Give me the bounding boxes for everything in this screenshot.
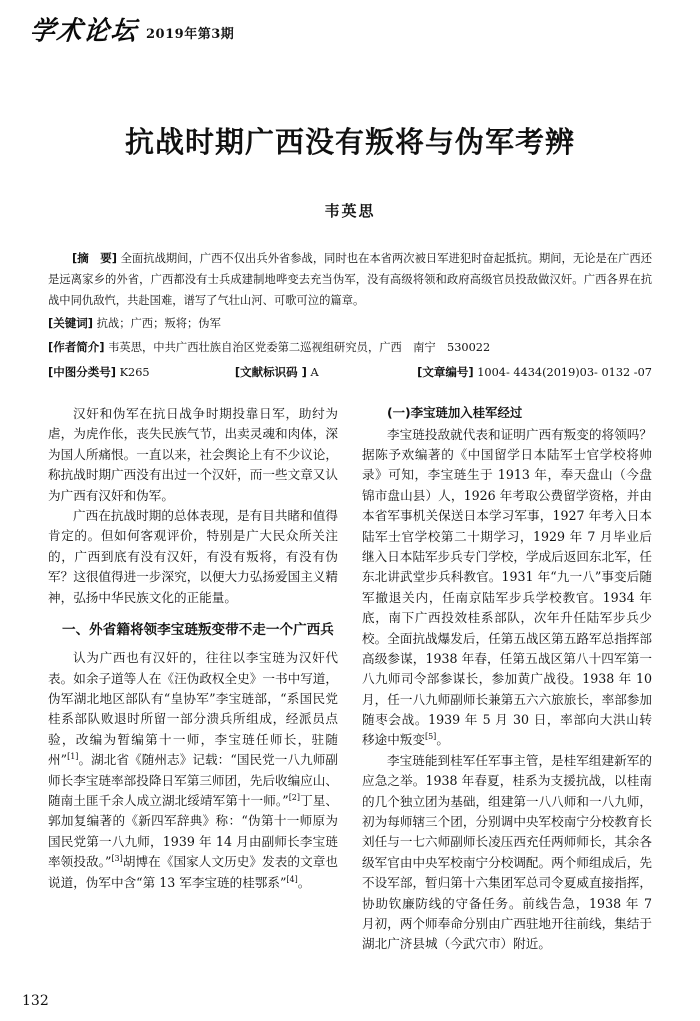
abstract-text: 全面抗战期间，广西不仅出兵外省参战，同时也在本省两次被日军进犯时奋起抵抗。期间，无论是在广西还是远离家乡的外省，广西都没有士兵成建制地哗变去充当伪军，没有高级将领和政府高级官员投敌做汉奸。广西各界在抗战中同仇敌忾，共赴国难，谱写了气壮山河、可歌可泣的篇章。 [48, 252, 652, 308]
author-bio-label: [作者简介] [48, 339, 105, 354]
paragraph: 汉奸和伪军在抗日战争时期投靠日军，助纣为虐，为虎作伥，丧失民族气节，出卖灵魂和肉体，深为国人所痛恨。一直以来，社会舆论上有不少议论，称抗战时期广西没有出过一个汉奸，而一些文章又认为广西有汉奸和伪军。 [48, 406, 338, 503]
classification-codes [48, 362, 652, 383]
doc-code-value: A [310, 366, 319, 380]
masthead [28, 15, 235, 46]
paragraph: 认为广西也有汉奸的，往往以李宝琏为汉奸代表。如余子道等人在《汪伪政权全史》一书中写道，伪军湖北地区部队有“皇协军”李宝琏部，“系国民党桂系部队败退时所留一部分溃兵所组成，经派员点验，改编为暂编第十一师，李宝琏任师长，驻随州”[1]。湖北省《随州志》记载：“国民党一八九师副师长李宝琏率部投降日军第三师团，先后收编应山、随南土匪千余人成立湖北绥靖军第十一师。”[2]丁星、郭加复编著的《新四军辞典》称：“伪第十一师原为国民党第一八九师，1939 年 14 月由副师长李宝琏率领投敌。”[3]胡博在《国家人文历史》发表的文章也说道，伪军中含“第 13 军李宝琏的桂鄂系”[4]。 [48, 650, 339, 890]
doc-code-label: [文献标识码 ] [234, 365, 307, 380]
subsection-heading: (一)李宝琏加入桂军经过 [387, 405, 523, 420]
journal-logo: 学术论坛 [28, 15, 140, 46]
author-bio-text: 韦英思，中共广西壮族自治区党委第二巡视组研究员，广西 南宁 530022 [108, 340, 491, 354]
abstract-label: [摘 要] [72, 251, 118, 265]
issue-label: 2019年第3期 [146, 27, 235, 42]
article-author: 韦英思 [324, 202, 376, 220]
doc-code-block [235, 362, 417, 383]
paragraph: 李宝琏能到桂军任军事主管，是桂军组建新军的应急之举。1938 年春夏，桂系为支援抗战，以桂南的几个独立团为基础，组建第一八八师和一八九师，初为每师辖三个团，分别调中央军校南宁分校教育长刘任与一七六师副师长凌压西充任两师师长，其余各级军官由中央军校南宁分校调配。两个师组成后，先不设军部，暂归第十六集团军总司令夏威直接指挥，协助钦廉防线的守备任务。前线告急，1938 年 7 月初，两个师奉命分别由广西驻地开往前线，集结于湖北广济县城（今武穴市）附近。 [362, 752, 652, 952]
paragraph: 李宝琏投敌就代表和证明广西有叛变的将领吗？据陈予欢编著的《中国留学日本陆军士官学校将帅录》可知，李宝琏生于 1913 年，奉天盘山（今盘锦市盘山县）人，1926 年考取公费留学资格，并由本省军事机关保送日本学习军事，1927 年考入日本陆军士官学校第二十期学习，1929 年 7 月毕业后继入日本陆军步兵专门学校，学成后返回东北军，任东北讲武堂步兵科教官。1931 年“九一八”事变后随军撤退关内，任南京陆军步兵学校教官。1934 年底，南下广西投效桂系部队，次年升任陆军步兵少校。全面抗战爆发后，任第五战区第五路军总指挥部高级参谋，1938 年春，任第五战区第八十四军第一八九师司令部参谋长，参加黄广战役。1938 年 10 月，任一八九师副师长兼第五六六旅旅长，率部参加随枣会战。1939 年 5 月 30 日，率部向大洪山转移途中叛变[5]。 [362, 426, 652, 748]
article-id-block [417, 362, 652, 383]
left-column [48, 404, 338, 982]
clc-value: K265 [119, 366, 150, 380]
clc-label: [中图分类号] [48, 365, 117, 380]
right-column [362, 404, 652, 982]
keywords-text: 抗战；广西；叛将；伪军 [96, 317, 221, 331]
section-heading: 一、外省籍将领李宝琏叛变带不走一个广西兵 [62, 621, 334, 638]
body-columns [48, 404, 652, 982]
page-number: 132 [22, 993, 49, 1009]
article-id-label: [文章编号] [417, 365, 474, 380]
article-id-value: 1004- 4434(2019)03- 0132 -07 [477, 366, 652, 380]
keywords-block [48, 313, 652, 334]
author-bio-block [48, 337, 652, 358]
abstract-block [48, 248, 652, 311]
front-matter [48, 248, 652, 384]
keywords-label: [关键词] [48, 316, 94, 331]
clc-block [48, 362, 235, 383]
article-title: 抗战时期广西没有叛将与伪军考辨 [124, 125, 575, 159]
paragraph: 广西在抗战时期的总体表现，是有目共睹和值得肯定的。但如何客观评价，特别是广大民众所关注的，广西到底有没有汉奸，有没有叛将，有没有伪军？这很值得进一步深究，以便大力弘扬爱国主义精神，弘扬中华民族文化的正能量。 [48, 507, 338, 605]
